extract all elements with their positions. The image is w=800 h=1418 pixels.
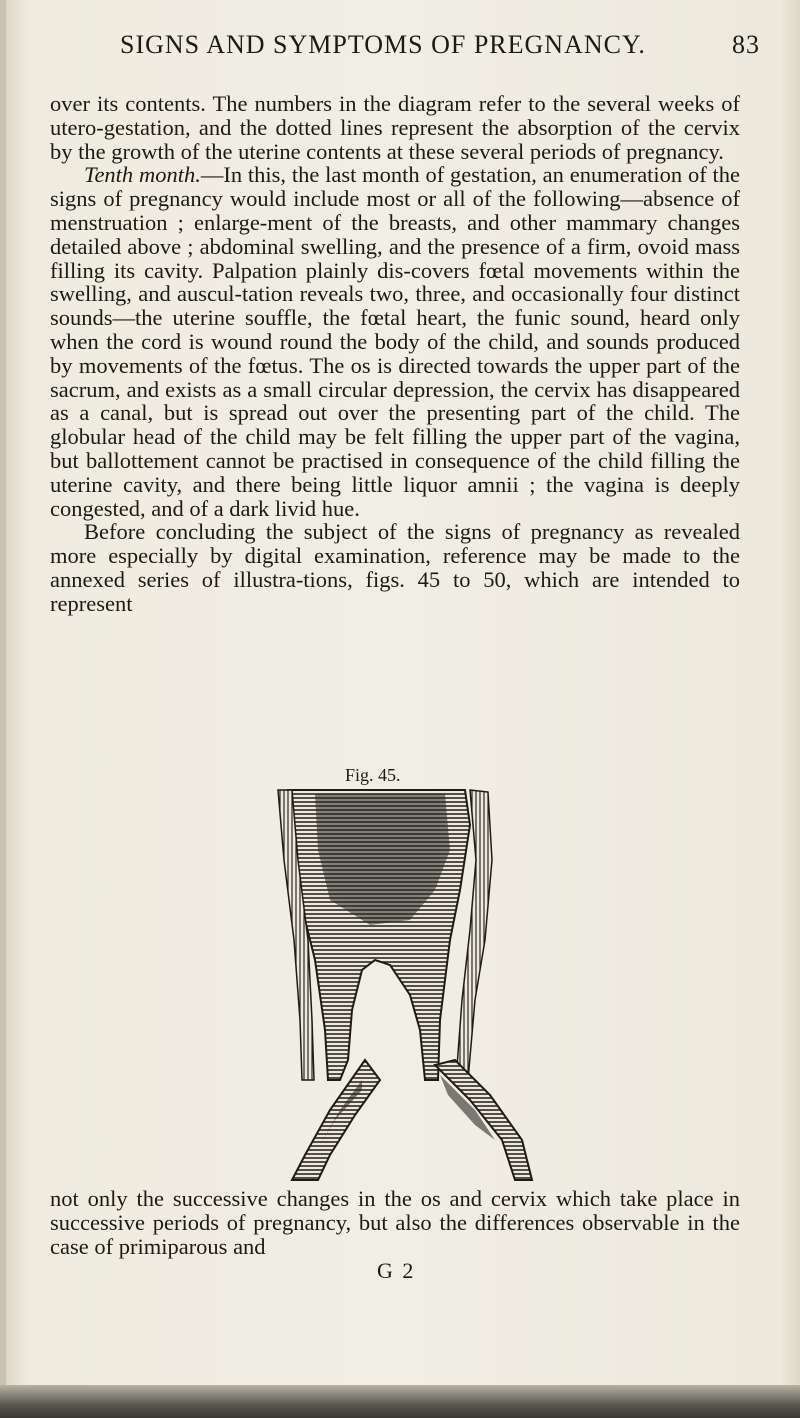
tenth-month-heading: Tenth month. <box>84 162 201 188</box>
page-gutter-shadow <box>0 0 6 1418</box>
page-bottom-edge <box>0 1385 800 1418</box>
lower-wall-right <box>435 1060 532 1180</box>
paragraph-continued: not only the successive changes in the os and cervix which take place in successive periods of pregnancy, but also the differences observable in the case of primiparous and <box>50 1186 740 1259</box>
tenth-month-text: —In this, the last month of gestation, an enumeration of the signs of pregnancy would include most or all of the following—absence of menstruation ; enlarge-ment of the breasts, and other mammary changes detailed above ; abdominal swelling, and the presence of a firm, ovoid mass filling its cavity. Palpation plainly dis-covers fœtal movements within the swelling, and auscul-tation reveals two, three, and occasionally four distinct sounds—the uterine souffle, the fœtal heart, the funic sound, heard only when the cord is wound round the body of the child, and sounds produced by movements of the fœtus. The os is directed towards the upper part of the sacrum, and exists as a small circular depression, the cervix has disappeared as a canal, but is spread out over the presenting part of the child. The globular head of the child may be felt filling the upper part of the vagina, but ballottement cannot be practised in consequence of the child filling the uterine cavity, and there being little liquor amnii ; the vagina is deeply congested, and of a dark livid hue. <box>50 162 741 521</box>
figure-caption: Fig. 45. <box>345 765 401 785</box>
body-text-top <box>50 92 740 616</box>
paragraph-tenth-month <box>50 163 740 520</box>
page-number: 83 <box>732 30 760 59</box>
figure-45-illustration <box>270 780 570 1185</box>
header-title: SIGNS AND SYMPTOMS OF PREGNANCY. <box>120 30 646 59</box>
signature-mark: G 2 <box>377 1258 416 1283</box>
body-text-bottom <box>50 1187 740 1258</box>
paragraph-before-concluding: Before concluding the subject of the signs of pregnancy as revealed more especially by digital examination, reference may be made to the annexed series of illustra-tions, figs. 45 to 50, which are intended to represent <box>50 519 740 616</box>
paragraph-continuation: over its contents. The numbers in the diagram refer to the several weeks of utero-gestation, and the dotted lines represent the absorption of the cervix by the growth of the uterine contents at these several periods of pregnancy. <box>50 91 740 164</box>
